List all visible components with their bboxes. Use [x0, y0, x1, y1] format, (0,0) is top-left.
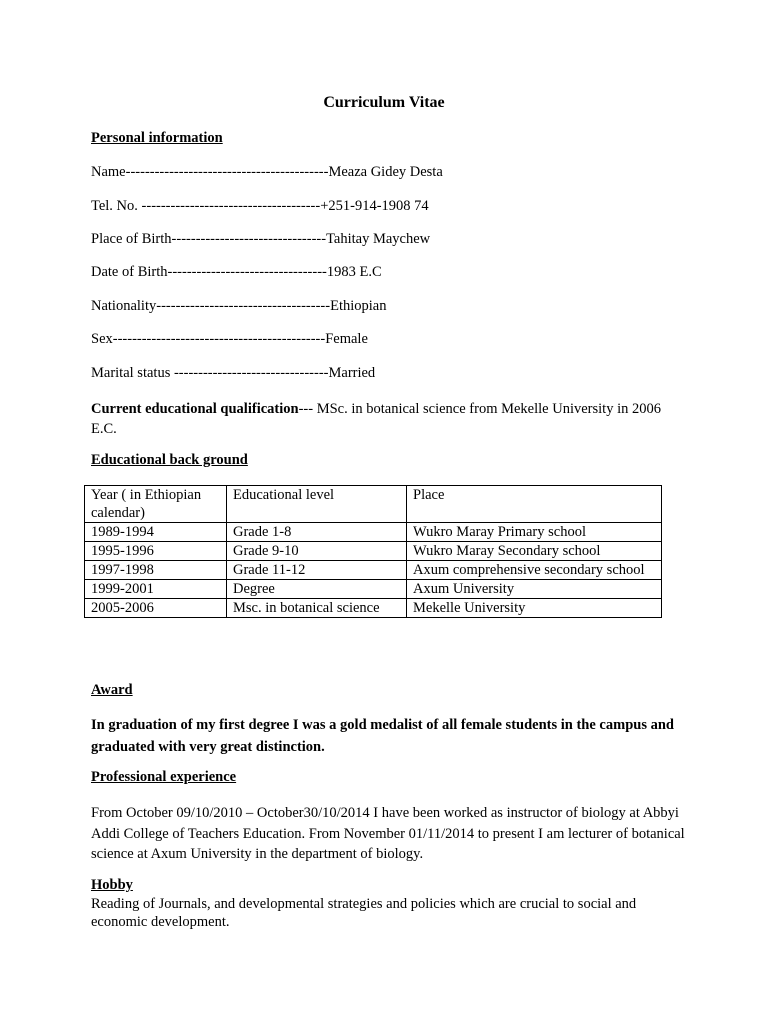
field-label: Tel. No. — [91, 198, 142, 214]
field-label: Name — [91, 164, 126, 180]
table-row — [85, 561, 662, 580]
field-dashes: ------------------------------------- — [141, 198, 321, 214]
field-name — [91, 164, 443, 181]
field-dashes: -------------------------------- — [173, 365, 329, 381]
cell-year: 2005-2006 — [85, 599, 227, 618]
cell-level: Grade 9-10 — [227, 542, 407, 561]
field-value: Female — [325, 331, 368, 347]
field-dashes: -------------------------------------------- — [112, 331, 326, 347]
table-row — [85, 599, 662, 618]
header-place: Place — [407, 486, 662, 523]
current-qualification — [91, 399, 686, 439]
award-text: In graduation of my first degree I was a gold medalist of all female students in the campus and graduated with very great distinction. — [91, 717, 674, 755]
qualification-label: Current educational qualification — [91, 401, 299, 417]
header-level: Educational level — [227, 486, 407, 523]
hobby-text: Reading of Journals, and developmental strategies and policies which are crucial to social and economic development. — [91, 896, 637, 930]
field-label: Nationality — [91, 298, 157, 314]
cell-level: Msc. in botanical science — [227, 599, 407, 618]
cell-place: Wukro Maray Primary school — [407, 523, 662, 542]
table-row — [85, 542, 662, 561]
field-label: Sex — [91, 331, 113, 347]
field-value: Ethiopian — [330, 298, 387, 314]
hobby-heading: Hobby — [91, 877, 133, 893]
education-table — [84, 485, 662, 618]
cell-place: Mekelle University — [407, 599, 662, 618]
field-dashes: -------------------------------- — [171, 231, 327, 247]
field-nationality — [91, 298, 386, 315]
field-date-of-birth — [91, 264, 382, 281]
field-tel — [91, 198, 429, 215]
qualification-text: --- MSc. in botanical science from Mekelle University in 2006 E.C. — [91, 401, 661, 437]
field-place-of-birth — [91, 231, 430, 248]
field-sex — [91, 331, 368, 348]
table-row — [85, 523, 662, 542]
cell-year: 1997-1998 — [85, 561, 227, 580]
field-marital-status — [91, 365, 375, 382]
field-value: Tahitay Maychew — [326, 231, 431, 247]
cell-place: Axum comprehensive secondary school — [407, 561, 662, 580]
field-label: Marital status — [91, 365, 174, 381]
cell-level: Grade 1-8 — [227, 523, 407, 542]
cell-place: Wukro Maray Secondary school — [407, 542, 662, 561]
field-value: Meaza Gidey Desta — [328, 164, 443, 180]
field-value: +251-914-1908 74 — [320, 198, 429, 214]
cell-year: 1999-2001 — [85, 580, 227, 599]
field-dashes: --------------------------------- — [167, 264, 327, 280]
field-value: Married — [328, 365, 376, 381]
field-dashes: ------------------------------------------ — [125, 164, 329, 180]
table-row — [85, 580, 662, 599]
cell-year: 1995-1996 — [85, 542, 227, 561]
personal-info-heading: Personal information — [91, 130, 223, 146]
award-heading: Award — [91, 682, 133, 698]
cell-level: Grade 11-12 — [227, 561, 407, 580]
cell-level: Degree — [227, 580, 407, 599]
table-header-row — [85, 486, 662, 523]
cell-year: 1989-1994 — [85, 523, 227, 542]
document-title: Curriculum Vitae — [323, 94, 445, 111]
header-year: Year ( in Ethiopian calendar) — [85, 486, 227, 523]
field-dashes: ------------------------------------ — [156, 298, 331, 314]
experience-heading: Professional experience — [91, 769, 237, 785]
cell-place: Axum University — [407, 580, 662, 599]
field-label: Place of Birth — [91, 231, 172, 247]
experience-text: From October 09/10/2010 – October30/10/2014 I have been worked as instructor of biology at Abbyi Addi College of Teachers Education. From November 01/11/2014 to present I am lecturer of botanical science at Axum University in the department of biology. — [91, 805, 685, 862]
field-value: 1983 E.C — [326, 264, 382, 280]
field-label: Date of Birth — [91, 264, 168, 280]
education-heading: Educational back ground — [91, 452, 248, 468]
